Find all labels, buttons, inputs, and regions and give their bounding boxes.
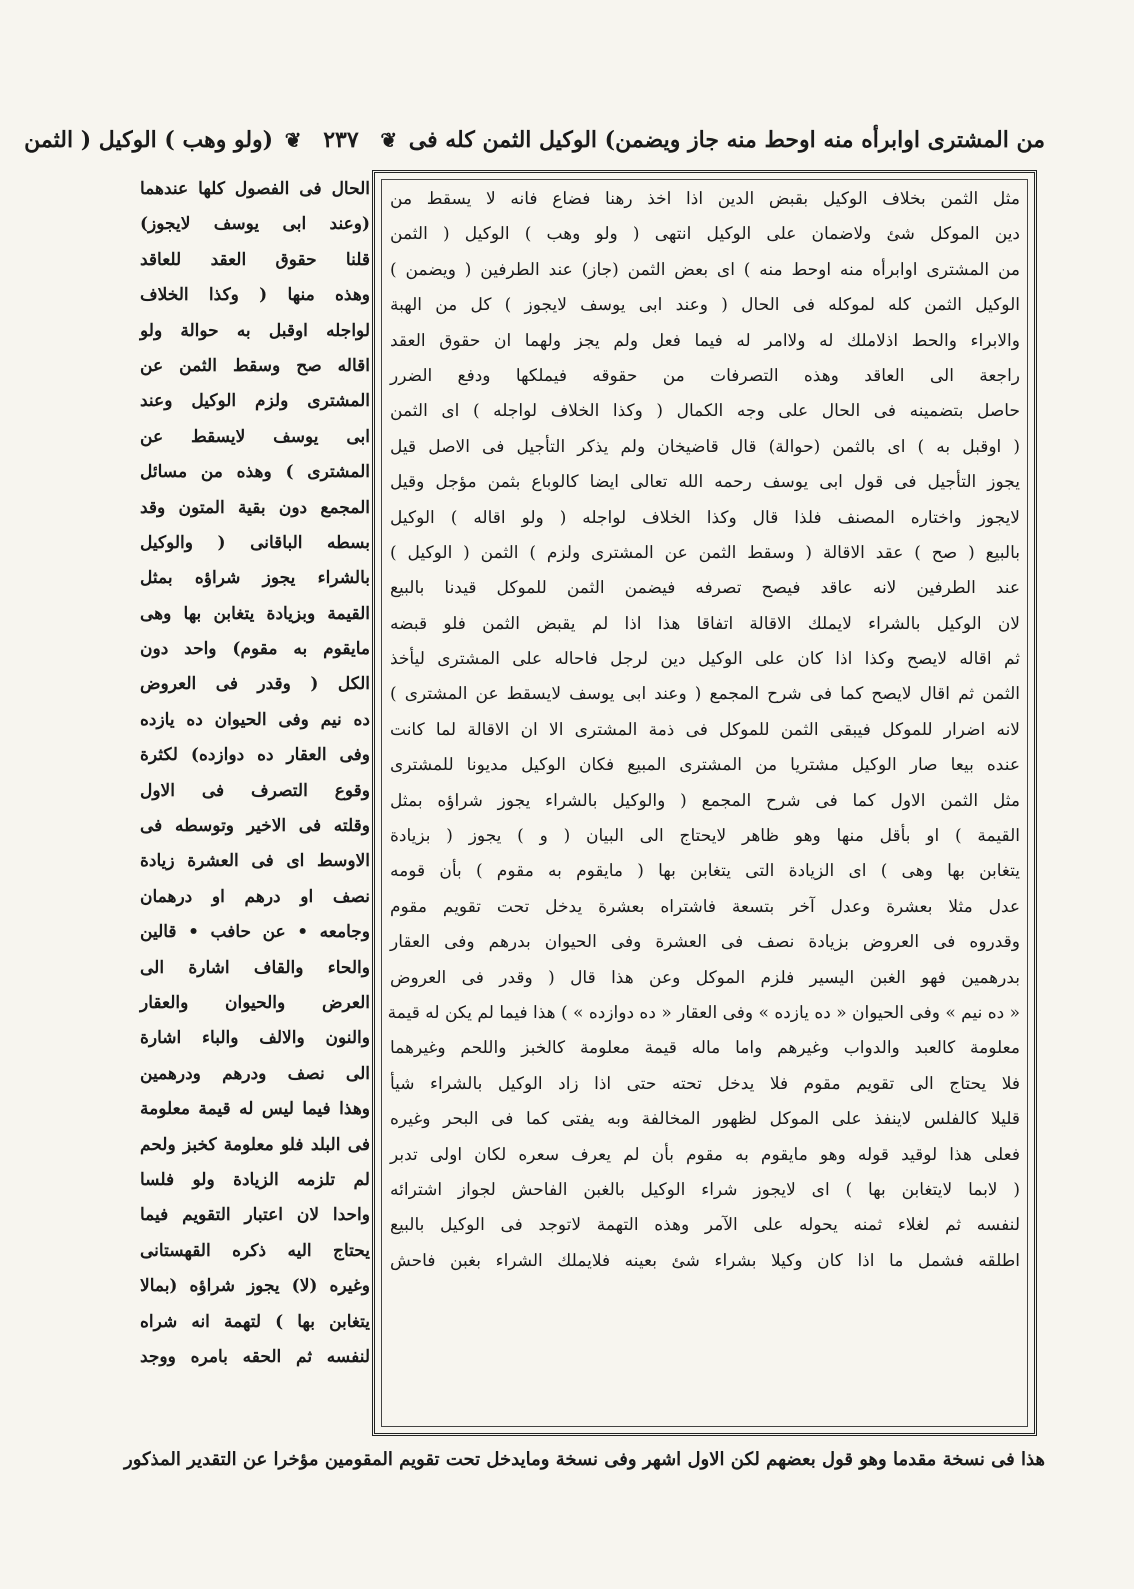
margin-line: قلنا حقوق العقد للعاقد bbox=[140, 249, 370, 270]
commentary-line: لان الوكيل بالشراء لايملك الاقالة اتفاقا هذا اذا لم يقبض الثمن فلو قبضه bbox=[390, 613, 1020, 634]
commentary-line: بالبيع ( صح ) عقد الاقالة ( وسقط الثمن عن المشترى ولزم ) الثمن ( الوكيل ) bbox=[390, 542, 1020, 563]
page-number: ٢٣٧ bbox=[323, 127, 359, 153]
margin-line: (وعند ابى يوسف لايجوز) bbox=[140, 214, 370, 235]
commentary-line: الثمن ثم اقال لايصح كما فى شرح المجمع ( وعند ابى يوسف لايسقط عن المشترى ) bbox=[390, 684, 1020, 705]
margin-line: نصف او درهم او درهمان bbox=[140, 886, 370, 907]
margin-line: وهذه منها ( وكذا الخلاف bbox=[140, 285, 370, 306]
margin-line: فى البلد فلو معلومة كخبز ولحم bbox=[140, 1134, 370, 1155]
commentary-line: فلا يحتاج الى تقويم مقوم فلا يدخل تحته حتى اذا زاد الوكيل بالشراء شيأ bbox=[390, 1073, 1020, 1094]
commentary-line: « ده نيم » وفى الحيوان « ده يازده » وفى العقار « ده دوازده » ) هذا فيما لم يكن له قيمة bbox=[387, 1002, 1020, 1023]
margin-line: وقوع التصرف فى الاول bbox=[140, 780, 370, 801]
margin-line: ابى يوسف لايسقط عن bbox=[140, 426, 370, 447]
commentary-line: دين الموكل شئ ولاضمان على الوكيل انتهى ( ولو وهب ) الوكيل ( الثمن bbox=[390, 224, 1020, 245]
margin-line: يحتاج اليه ذكره القهستانى bbox=[140, 1240, 370, 1261]
margin-line: وقلته فى الاخير وتوسطه فى bbox=[140, 816, 370, 837]
margin-line: المجمع دون بقية المتون وقد bbox=[140, 497, 370, 518]
margin-line: مايقوم به مقوم) واحد دون bbox=[140, 639, 370, 660]
margin-line: الحال فى الفصول كلها عندهما bbox=[140, 179, 370, 199]
commentary-line: القيمة ) او بأقل منها وهو ظاهر لايحتاج الى البيان ( و ) يجوز ( بزيادة bbox=[390, 826, 1020, 847]
commentary-line: يجوز التأجيل فى قول ابى يوسف رحمه الله تعالى ايضا كالوباع بثمن مؤجل وقيل bbox=[390, 472, 1020, 493]
commentary-line: لنفسه ثم لغلاء ثمنه يحوله على الآمر وهذه التهمة لاتوجد فى الوكيل بالبيع bbox=[390, 1215, 1020, 1236]
commentary-line: من المشترى اوابرأه منه اوحط منه ) اى بعض الثمن (جاز) عند الطرفين ( ويضمن ) bbox=[390, 259, 1020, 280]
margin-line: والنون والالف والباء اشارة bbox=[140, 1028, 370, 1049]
margin-line: لم تلزمه الزيادة ولو فلسا bbox=[140, 1169, 370, 1190]
margin-line: القيمة وبزيادة يتغابن بها وهى bbox=[140, 603, 370, 624]
margin-line: وفى العقار ده دوازده) لكثرة bbox=[140, 745, 370, 766]
header-left-text: من المشترى اوابرأه منه اوحط منه جاز ويضمن) الوكيل الثمن كله فى bbox=[408, 127, 1045, 153]
commentary-line: عدل مثلا بعشرة وعدل آخر بتسعة فاشتراه بعشرة يدخل تحت تقويم مقوم bbox=[390, 896, 1020, 917]
margin-line: والحاء والقاف اشارة الى bbox=[140, 957, 370, 978]
commentary-line: مثل الثمن بخلاف الوكيل بقبض الدين اذا اخذ رهنا فضاع فانه لا يسقط من bbox=[390, 189, 1020, 209]
margin-line: اقاله صح وسقط الثمن عن bbox=[140, 355, 370, 376]
commentary-line: وقدروه فى العروض بزيادة نصف فى العشرة وفى الحيوان بدرهم وفى العقار bbox=[390, 932, 1020, 953]
commentary-line: راجعة الى العاقد وهذه التصرفات من حقوقه فيملكها ودفع الضرر bbox=[390, 365, 1020, 386]
margin-line: ده نيم وفى الحيوان ده يازده bbox=[140, 709, 370, 730]
commentary-text bbox=[387, 182, 1020, 1427]
ornament-icon: ❦ bbox=[380, 128, 398, 152]
ornament-icon: ❦ bbox=[284, 128, 302, 152]
commentary-line: مثل الثمن الاول كما فى شرح المجمع ( والوكيل بالشراء يجوز شراؤه بمثل bbox=[390, 790, 1020, 811]
margin-matn-text bbox=[140, 172, 370, 1427]
margin-line: الاوسط اى فى العشرة زيادة bbox=[140, 851, 370, 872]
header-right-text: (ولو وهب ) الوكيل ( الثمن bbox=[24, 127, 274, 153]
footer-note: هذا فى نسخة مقدما وهو قول بعضهم لكن الاول اشهر وفى نسخة ومايدخل تحت تقويم المقومين مؤخرا عن التقدير المذكور bbox=[124, 1449, 1045, 1470]
commentary-line: معلومة كالعبد والدواب وغيرهم واما ماله قيمة معلومة كالخبز واللحم وغيرهما bbox=[390, 1038, 1020, 1059]
margin-line: واحدا لان اعتبار التقويم فيما bbox=[140, 1205, 370, 1226]
margin-line: الى نصف ودرهم ودرهمين bbox=[140, 1063, 370, 1084]
running-header bbox=[24, 118, 1045, 162]
commentary-line: بدرهمين فهو الغبن اليسير فلزم الموكل وعن هذا قال ( وقدر فى العروض bbox=[390, 967, 1020, 988]
commentary-line: فعلى هذا لوقيد قوله وهو مايقوم به مقوم بأن لم يعرف سعره لكان اولى تدبر bbox=[390, 1144, 1020, 1165]
margin-line: لنفسه ثم الحقه بامره ووجد bbox=[140, 1346, 370, 1367]
commentary-line: اطلقه فشمل ما اذا كان وكيلا بشراء شئ بعينه فلايملك الشراء بغبن فاحش bbox=[390, 1250, 1020, 1271]
commentary-line: لانه اضرار للموكل فيبقى الثمن للموكل فى ذمة المشترى الا ان الاقالة لما كانت bbox=[390, 719, 1020, 740]
margin-line: يتغابن بها ) لتهمة انه شراه bbox=[140, 1311, 370, 1332]
margin-line: لواجله اوقبل به حوالة ولو bbox=[140, 320, 370, 341]
commentary-line: الوكيل الثمن كله لموكله فى الحال ( وعند ابى يوسف لايجوز ) كل من الهبة bbox=[390, 295, 1020, 316]
margin-line: وجامعه • عن حافب • قالين bbox=[140, 922, 370, 943]
margin-line: المشترى ) وهذه من مسائل bbox=[140, 462, 370, 483]
commentary-line: والابراء والحط اذلاملك له ولاامر له فيما فعل ولم يجز ولهما ان حقوق العقد bbox=[390, 330, 1020, 351]
commentary-line: ( اوقبل به ) اى بالثمن (حوالة) قال قاضيخان ولم يذكر التأجيل فى الاصل قيل bbox=[390, 436, 1020, 457]
commentary-line: قليلا كالفلس لاينفذ على الموكل لظهور المخالفة وبه يفتى كما فى البحر وغيره bbox=[390, 1109, 1020, 1130]
commentary-line: ( لابما لايتغابن بها ) اى لايجوز شراء الوكيل بالغبن الفاحش لجواز اشترائه bbox=[390, 1179, 1020, 1200]
commentary-line: عنده بيعا صار الوكيل مشتريا من المشترى المبيع فكان الوكيل مديونا للمشترى bbox=[390, 755, 1020, 776]
commentary-line: لايجوز واختاره المصنف فلذا قال وكذا الخلاف لواجله ( ولو اقاله ) الوكيل bbox=[390, 507, 1020, 528]
margin-line: العرض والحيوان والعقار bbox=[140, 992, 370, 1013]
commentary-line: حاصل بتضمينه فى الحال على وجه الكمال ( وكذا الخلاف لواجله ) اى الثمن bbox=[390, 401, 1020, 422]
commentary-line: عند الطرفين لانه عاقد فيصح تصرفه فيضمن الثمن للموكل قيدنا بالبيع bbox=[390, 578, 1020, 599]
margin-line: بسطه الباقانى ( والوكيل bbox=[140, 532, 370, 553]
margin-line: الكل ( وقدر فى العروض bbox=[140, 674, 370, 695]
margin-line: وهذا فيما ليس له قيمة معلومة bbox=[140, 1099, 370, 1120]
margin-line: وغيره (لا) يجوز شراؤه (بمالا bbox=[140, 1276, 370, 1297]
margin-line: بالشراء يجوز شراؤه بمثل bbox=[140, 568, 370, 589]
commentary-line: ثم اقاله لايصح وكذا اذا كان على الوكيل دين لرجل فاحاله على المشترى ليأخذ bbox=[390, 649, 1020, 670]
commentary-line: يتغابن بها وهى ) اى الزيادة التى يتغابن بها ( مايقوم به مقوم ) بأن قومه bbox=[390, 861, 1020, 882]
margin-line: المشترى ولزم الوكيل وعند bbox=[140, 391, 370, 412]
